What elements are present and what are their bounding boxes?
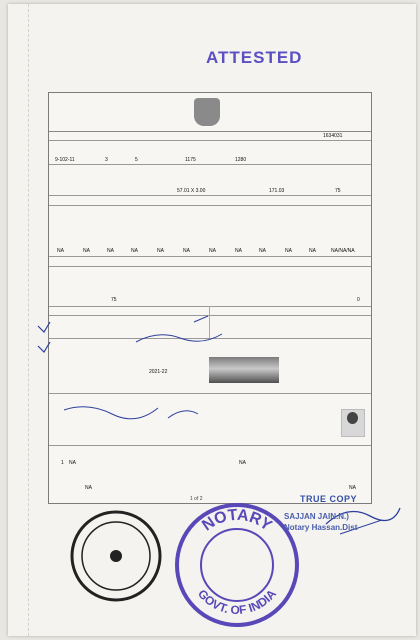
value-1280: 1280 bbox=[235, 157, 247, 163]
tick-mark bbox=[38, 322, 50, 332]
year-value: 2021-22 bbox=[149, 369, 168, 375]
signature bbox=[136, 334, 222, 342]
document-sheet bbox=[8, 4, 416, 636]
na-cell: NA bbox=[309, 248, 316, 254]
value-5: 5 bbox=[135, 157, 138, 163]
left-round-seal bbox=[68, 508, 164, 604]
page-number: 1 of 2 bbox=[190, 496, 203, 502]
na-value: NA bbox=[85, 485, 92, 491]
na-cell: NA/NA/NA bbox=[331, 248, 355, 254]
na-cell: NA bbox=[107, 248, 114, 254]
notary-place: Notary Hassan.Dist bbox=[284, 523, 358, 532]
na-cell: NA bbox=[157, 248, 164, 254]
na-cell: NA bbox=[57, 248, 64, 254]
value-0: 0 bbox=[357, 297, 360, 303]
true-copy-stamp: TRUE COPY bbox=[300, 494, 358, 504]
na-value: NA bbox=[349, 485, 356, 491]
value-75: 75 bbox=[335, 188, 341, 194]
seal-center-icon bbox=[110, 550, 122, 562]
na-cell: NA bbox=[183, 248, 190, 254]
notary-word: NOTARY bbox=[199, 506, 275, 535]
survey-code-value: 1634031 bbox=[323, 133, 343, 139]
na-cell: NA bbox=[235, 248, 242, 254]
value-3: 3 bbox=[105, 157, 108, 163]
row-number: 1 bbox=[61, 460, 64, 466]
na-value: NA bbox=[69, 460, 76, 466]
dimensions-value: 57.01 X 3.00 bbox=[177, 188, 206, 194]
na-cell: NA bbox=[209, 248, 216, 254]
notary-name: SAJJAN JAIN.N.) bbox=[284, 512, 349, 521]
govt-of-india-word: GOVT. OF INDIA bbox=[194, 586, 280, 618]
attested-stamp: ATTESTED bbox=[206, 48, 303, 67]
value-1175: 1175 bbox=[185, 157, 196, 163]
tick-mark bbox=[38, 342, 50, 352]
signature bbox=[194, 316, 208, 322]
notary-inner-ring bbox=[201, 529, 273, 601]
na-cell: NA bbox=[285, 248, 292, 254]
na-cell: NA bbox=[83, 248, 90, 254]
value-75: 75 bbox=[111, 297, 117, 303]
signature bbox=[168, 411, 198, 418]
area-value: 171.03 bbox=[269, 188, 285, 194]
na-cell: NA bbox=[259, 248, 266, 254]
notary-seal bbox=[172, 500, 302, 630]
na-value: NA bbox=[239, 460, 246, 466]
year-no-value: 9-102-11 bbox=[55, 157, 75, 163]
na-cell: NA bbox=[131, 248, 138, 254]
signature bbox=[64, 407, 158, 419]
